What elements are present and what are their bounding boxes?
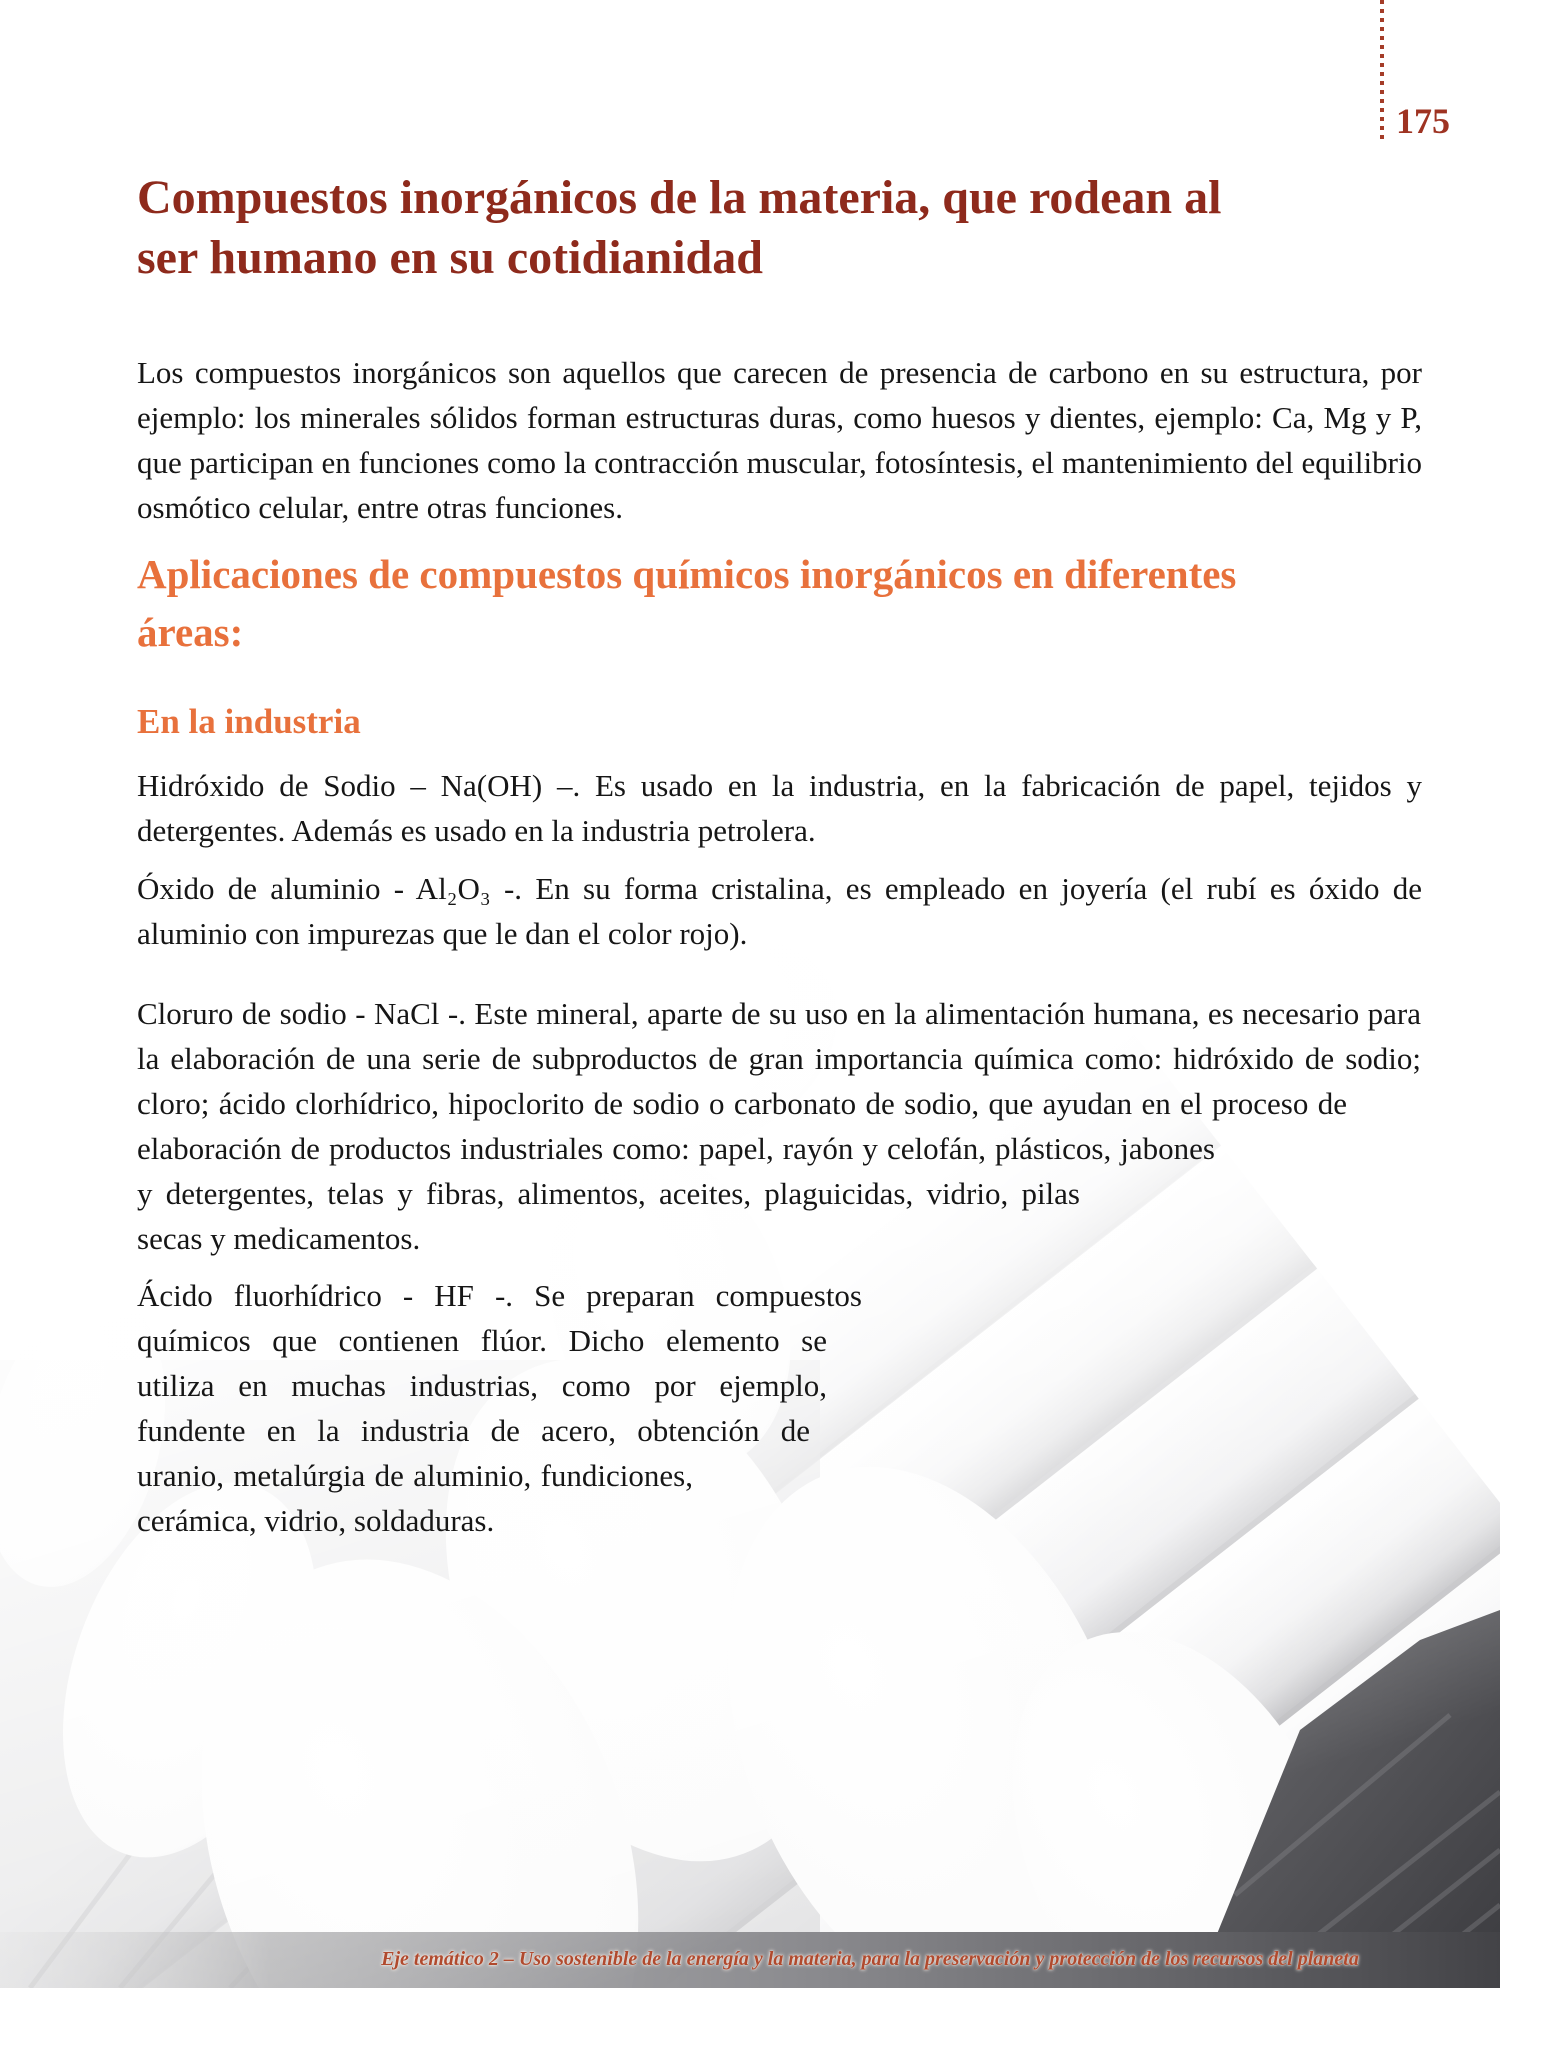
text-wrap-spacer [827, 1407, 1422, 1452]
industry-subheading: En la industria [137, 702, 361, 741]
paragraph-sodium-hydroxide: Hidróxido de Sodio – Na(OH) –. Es usado en la industria, en la fabricación de papel, tejidos y detergentes. Además es usado en la industria petrolera. [137, 768, 1422, 848]
paragraph-hydrofluoric-acid: Ácido fluorhídrico - HF -. Se preparan compuestos químicos que contienen flúor. Dicho elemento se utiliza en muchas industrias, como por ejemplo, fundente en la industria de acero, obtención de uranio, metalúrgia de aluminio, fundiciones, cerámica, vidrio, soldaduras. [137, 1278, 862, 1538]
text-wrap-spacer [1000, 1216, 1422, 1261]
text-wrap-spacer [590, 1542, 1422, 1587]
intro-paragraph: Los compuestos inorgánicos son aquellos que carecen de presencia de carbono en su estructura, por ejemplo: los minerales sólidos forman estructuras duras, como huesos y dientes, ejemplo: Ca, Mg y P, que participan en funciones como la contracción muscular, fotosíntesis, el mantenimiento del equilibrio osmótico celular, entre otras funciones. [137, 355, 1422, 525]
text-wrap-spacer [895, 1362, 1422, 1407]
text-wrap-spacer [908, 1317, 1422, 1362]
text-wrap-spacer [810, 1452, 1422, 1497]
text-wrap-spacer [693, 1497, 1422, 1542]
paragraph-aluminum-oxide: Óxido de aluminio - Al₂O₃ -. En su forma cristalina, es empleado en joyería (el rubí es óxido de aluminio con impurezas que le dan el color rojo). [137, 871, 1422, 951]
text-wrap-spacer [1421, 991, 1422, 1081]
text-wrap-spacer [862, 1261, 1422, 1317]
margin-dotted-line [1380, 0, 1384, 142]
page-title: Compuestos inorgánicos de la materia, que rodean al ser humano en su cotidianidad [137, 171, 1222, 284]
text-wrap-spacer [1215, 1126, 1422, 1171]
paragraph-sodium-chloride: Cloruro de sodio - NaCl -. Este mineral, aparte de su uso en la alimentación humana, es necesario para la elaboración de una serie de subproductos de gran importancia química como: hidróxido de sodio; cloro; ácido clorhídrico, hipoclorito de sodio o carbonato de sodio, que ayudan en el proceso de elaboración de productos industriales como: papel, rayón y celofán, plásticos, jabones y detergentes, telas y fibras, alimentos, aceites, plaguicidas, vidrio, pilas secas y medicamentos. [137, 996, 1421, 1256]
footer-strip-text: Eje temático 2 – Uso sostenible de la energía y la materia, para la preservación y protección de los recursos del planeta [381, 1948, 1359, 1970]
wrapping-text-zone [137, 991, 1422, 1657]
page-number: 175 [1396, 101, 1450, 141]
text-wrap-spacer [1347, 1081, 1422, 1126]
applications-heading: Aplicaciones de compuestos químicos inorgánicos en diferentes áreas: [137, 551, 1237, 655]
text-wrap-spacer [522, 1587, 1422, 1657]
text-wrap-spacer [1080, 1171, 1422, 1216]
